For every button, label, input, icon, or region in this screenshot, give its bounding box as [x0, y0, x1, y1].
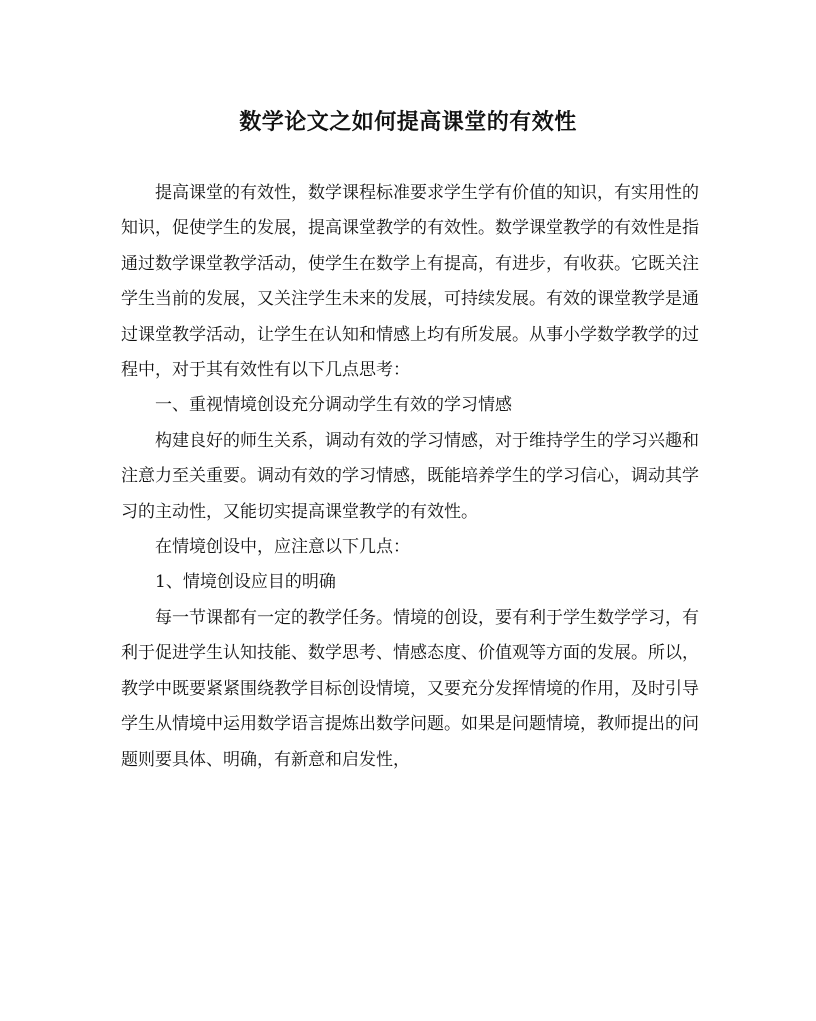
paragraph-notes-lead: 在情境创设中，应注意以下几点： — [155, 537, 410, 558]
document-body — [121, 176, 699, 778]
subheading-1: 1、情境创设应目的明确 — [155, 572, 336, 593]
paragraph-task: 每一节课都有一定的教学任务。情境的创设，要有利于学生数学学习，有利于促进学生认知技能、数学思考、情感态度、价值观等方面的发展。所以，教学中既要紧紧围绕教学目标创设情境，又要充分发挥情境的作用，及时引导学生从情境中运用数学语言提炼出数学问题。如果是问题情境，教师提出的问题则要具体、明确，有新意和启发性， — [121, 607, 699, 770]
paragraph-relationship: 构建良好的师生关系，调动有效的学习情感，对于维持学生的学习兴趣和注意力至关重要。调动有效的学习情感，既能培养学生的学习信心，调动其学习的主动性，又能切实提高课堂教学的有效性。 — [121, 430, 699, 522]
document-title: 数学论文之如何提高课堂的有效性 — [239, 109, 577, 135]
paragraph-intro: 提高课堂的有效性，数学课程标准要求学生学有价值的知识，有实用性的知识，促使学生的发展，提高课堂教学的有效性。数学课堂教学的有效性是指通过数学课堂教学活动，使学生在数学上有提高，有进步，有收获。它既关注学生当前的发展，又关注学生未来的发展，可持续发展。有效的课堂教学是通过课堂教学活动，让学生在认知和情感上均有所发展。从事小学数学教学的过程中，对于其有效性有以下几点思考： — [121, 183, 699, 381]
section-heading-1: 一、重视情境创设充分调动学生有效的学习情感 — [155, 395, 512, 416]
